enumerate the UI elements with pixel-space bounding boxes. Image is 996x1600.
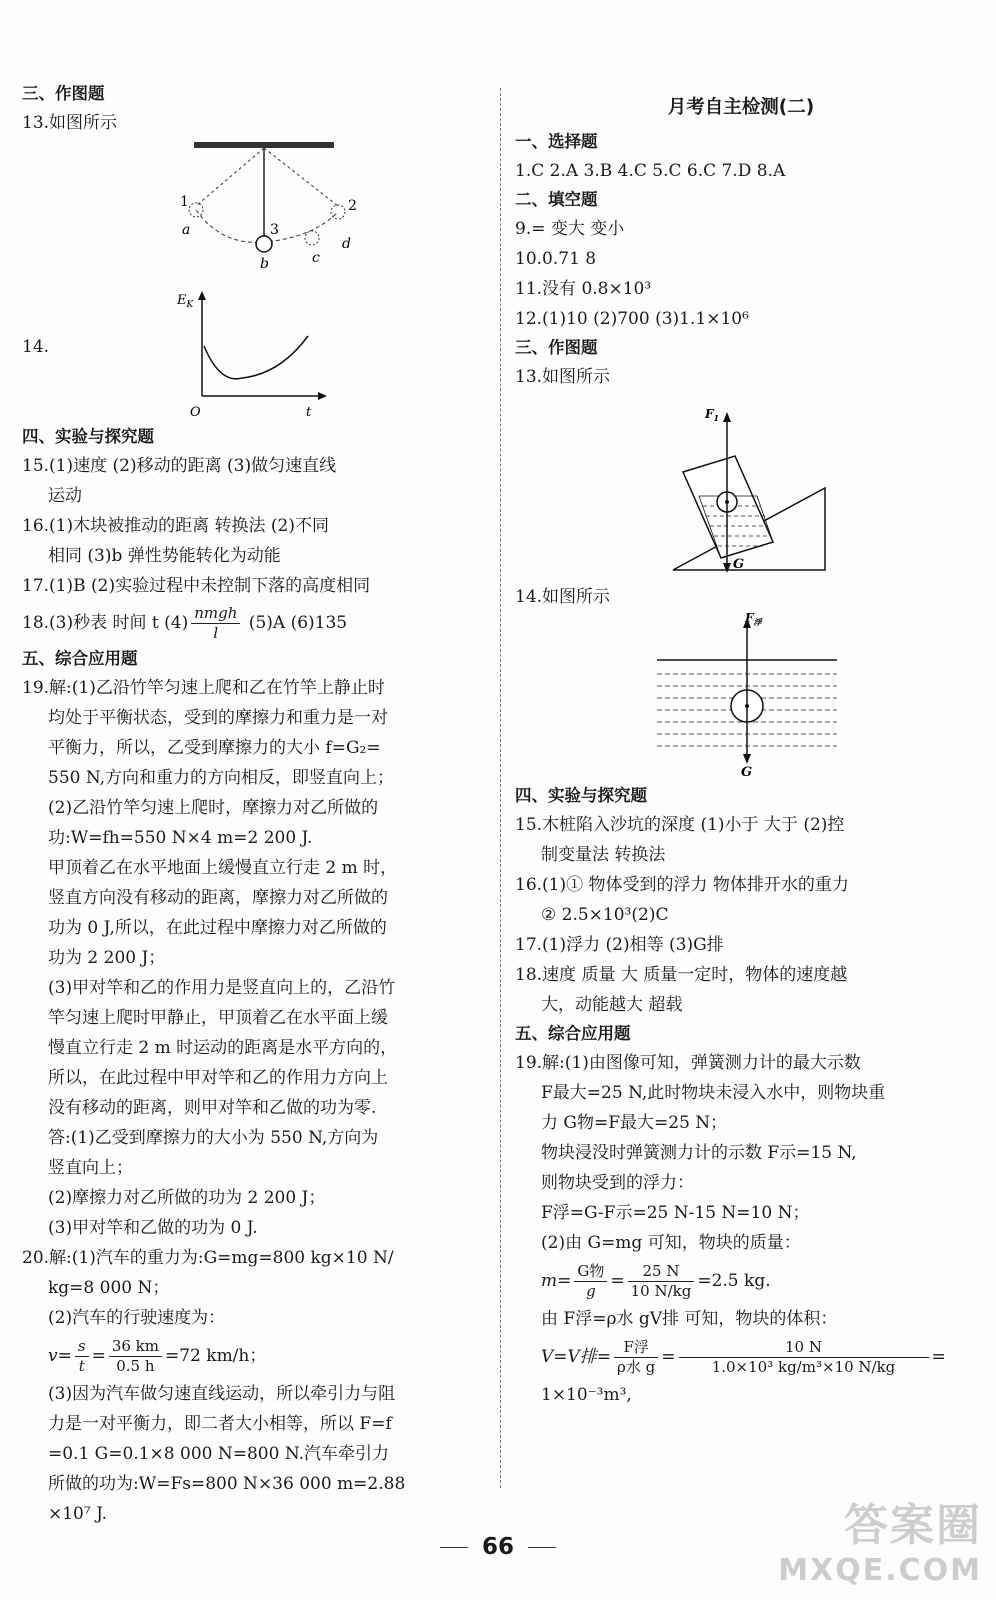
section-heading: 四、实验与探究题 — [22, 427, 154, 446]
q16-line: ② 2.5×10³(2)C — [541, 905, 669, 925]
g-label: G — [733, 557, 745, 572]
v-num-1: F浮 — [614, 1338, 658, 1358]
v-fraction-2 — [679, 1338, 929, 1377]
q19-line: 力 G物=F最大=25 N； — [541, 1113, 728, 1133]
right-column — [515, 80, 967, 1410]
v-num-2: 36 km — [109, 1337, 162, 1357]
incline-figure — [515, 392, 967, 582]
q19-line: 1×10⁻³m³, — [541, 1385, 632, 1405]
g-arrowhead — [723, 563, 731, 573]
v-den-2: 1.0×10³ kg/m³×10 N/kg — [711, 1358, 896, 1376]
q19-line: 慢直立行走 2 m 时运动的距离是水平方向的， — [48, 1038, 398, 1058]
page-title: 月考自主检测(二) — [667, 97, 815, 118]
label-a: a — [182, 222, 191, 238]
q20-velocity-line — [22, 1333, 484, 1379]
q19-line: 没有移动的距离，则甲对竿和乙做的功为零. — [48, 1098, 377, 1118]
ceiling-hatch — [194, 142, 334, 148]
q20-line: 所做的功为:W=Fs=800 N×36 000 m=2.88 — [48, 1474, 406, 1494]
section-heading: 三、作图题 — [22, 84, 105, 103]
ball-pos-3 — [256, 236, 272, 252]
q19-line: 功为 2 200 J； — [48, 948, 166, 968]
v-text: V=V排= — [541, 1347, 612, 1367]
m-den-1: g — [586, 1282, 596, 1300]
q19-line: (2)由 G=mg 可知，物块的质量： — [541, 1233, 801, 1253]
ek-curve — [204, 336, 308, 379]
volume-equation — [515, 1334, 967, 1380]
x-label: t — [306, 405, 312, 420]
buoyancy-figure — [515, 612, 967, 782]
pendulum-figure — [22, 138, 484, 288]
q19-line: 19.解:(1)乙沿竹竿匀速上爬和乙在竹竿上静止时 — [22, 678, 385, 698]
m-num-2: 25 N — [628, 1262, 695, 1282]
v-den-1: t — [78, 1357, 85, 1375]
q19-line: 550 N,方向和重力的方向相反，即竖直向上； — [48, 768, 395, 788]
q19-line: 均处于平衡状态，受到的摩擦力和重力是一对 — [48, 708, 388, 728]
dash-right — [528, 1547, 556, 1548]
label-2: 2 — [348, 198, 357, 214]
v-result: =72 km/h； — [164, 1346, 267, 1366]
section-heading: 一、选择题 — [515, 132, 598, 151]
section-heading: 四、实验与探究题 — [515, 786, 647, 805]
q12-line: 12.(1)10 (2)700 (3)1.1×10⁶ — [515, 309, 749, 329]
v-eq: = — [91, 1346, 106, 1366]
q18-numerator: nmgh — [191, 604, 240, 624]
q19-line: (2)摩擦力对乙所做的功为 2 200 J； — [48, 1188, 326, 1208]
q10-line: 10.0.71 8 — [515, 249, 597, 269]
m-result: =2.5 kg. — [697, 1271, 771, 1291]
v-fraction-1 — [614, 1338, 658, 1377]
q20-line: =0.1 G=0.1×8 000 N=800 N.汽车牵引力 — [48, 1444, 390, 1464]
q19-line: (3)甲对竿和乙做的功为 0 J. — [48, 1218, 258, 1238]
m-num-1: G物 — [574, 1262, 607, 1282]
q18-fraction — [191, 604, 240, 643]
q19-line: 19.解:(1)由图像可知，弹簧测力计的最大示数 — [515, 1053, 861, 1073]
m-den-2: 10 N/kg — [630, 1282, 692, 1300]
string-left — [196, 148, 264, 206]
v-eq-tail: = — [931, 1347, 946, 1367]
q19-line: 竖直向上； — [48, 1158, 133, 1178]
watermark — [778, 1489, 982, 1588]
question-14: 14. — [22, 337, 50, 357]
q15-line: 15.木桩陷入沙坑的深度 (1)小于 大于 (2)控 — [515, 815, 845, 835]
q19-line: 功为 0 J,所以，在此过程中摩擦力对乙所做的 — [48, 918, 387, 938]
q19-line: 甲顶着乙在水平地面上缓慢直立行走 2 m 时， — [48, 858, 398, 878]
f1-label: $F_1$ — [705, 407, 720, 423]
q13-line: 13.如图所示 — [515, 367, 611, 387]
left-column — [22, 80, 484, 1529]
q20-line: kg=8 000 N； — [48, 1278, 170, 1298]
v-num-1: s — [75, 1337, 89, 1357]
q19-line: 物块浸没时弹簧测力计的示数 F示=15 N, — [541, 1143, 857, 1163]
q15-line: 制变量法 转换法 — [541, 845, 666, 865]
label-3: 3 — [270, 222, 279, 238]
q19-line: (3)甲对竿和乙的作用力是竖直向上的，乙沿竹 — [48, 978, 396, 998]
v-fraction-2 — [109, 1337, 162, 1376]
dash-left — [440, 1547, 468, 1548]
q11-line: 11.没有 0.8×10³ — [515, 279, 652, 299]
ek-graph-block — [22, 288, 484, 423]
q19-line: (2)乙沿竹竿匀速上爬时，摩擦力对乙所做的 — [48, 798, 379, 818]
origin-label: O — [190, 405, 201, 420]
pendulum-svg — [172, 138, 472, 288]
q19-line: 功:W=fh=550 N×4 m=2 200 J. — [48, 828, 313, 848]
q15-line: 15.(1)速度 (2)移动的距离 (3)做匀速直线 — [22, 456, 337, 476]
q19-line: F最大=25 N,此时物块未浸入水中，则物块重 — [541, 1083, 886, 1103]
watermark-line-1: 答案圈 — [844, 1500, 982, 1551]
q9-line: 9.= 变大 变小 — [515, 219, 625, 239]
g-arrowhead — [743, 754, 751, 764]
q16-line: 16.(1)① 物体受到的浮力 物体排开水的重力 — [515, 875, 849, 895]
m-eq: = — [610, 1271, 625, 1291]
ek-graph — [172, 288, 372, 423]
column-divider — [500, 88, 501, 1488]
m-fraction-1 — [574, 1262, 607, 1301]
buoyant-label: $F_浮$ — [745, 612, 762, 627]
f1-arrowhead — [723, 412, 731, 422]
q18-line — [22, 601, 484, 645]
q16-line: 相同 (3)b 弹性势能转化为动能 — [48, 546, 281, 566]
question-13: 13.如图所示 — [22, 113, 118, 133]
q19-line: 则物块受到的浮力： — [541, 1173, 694, 1193]
q19-line: F浮=G-F示=25 N-15 N=10 N； — [541, 1203, 810, 1223]
q20-line: (2)汽车的行驶速度为： — [48, 1308, 226, 1328]
q18-text: 18.(3)秒表 时间 t (4) — [22, 613, 189, 633]
buoyancy-svg — [515, 612, 967, 782]
q14-line: 14.如图所示 — [515, 587, 611, 607]
q19-line: 所以，在此过程中甲对竿和乙的作用力方向上 — [48, 1068, 388, 1088]
v-den-2: 0.5 h — [116, 1357, 155, 1375]
ball-pos-c — [305, 231, 319, 245]
q20-line: 力是一对平衡力，即二者大小相等，所以 F=f — [48, 1414, 392, 1434]
x-arrow — [318, 392, 327, 400]
q18-denominator: l — [213, 624, 219, 642]
q20-line: ×10⁷ J. — [48, 1504, 107, 1524]
q18-text: (5)A (6)135 — [243, 613, 348, 633]
q19-line: 平衡力，所以，乙受到摩擦力的大小 f=G₂= — [48, 738, 381, 758]
q15-line: 运动 — [48, 486, 82, 506]
v-den-1: ρ水 g — [617, 1358, 656, 1376]
q19-line: 由 F浮=ρ水 gV排 可知，物块的体积： — [541, 1309, 838, 1329]
string-right — [264, 148, 338, 206]
section-heading: 三、作图题 — [515, 338, 598, 357]
q18-line: 大，动能越大 超载 — [541, 995, 683, 1015]
q17-line: 17.(1)B (2)实验过程中未控制下落的高度相同 — [22, 576, 371, 596]
section-heading: 五、综合应用题 — [22, 649, 138, 668]
v-text: v= — [48, 1346, 72, 1366]
page-number-text: 66 — [481, 1534, 514, 1560]
label-b: b — [260, 256, 269, 272]
q17-line: 17.(1)浮力 (2)相等 (3)G排 — [515, 935, 724, 955]
choice-answers: 1.C 2.A 3.B 4.C 5.C 6.C 7.D 8.A — [515, 161, 786, 181]
v-fraction-1 — [75, 1337, 89, 1376]
section-heading: 二、填空题 — [515, 190, 598, 209]
v-eq: = — [661, 1347, 676, 1367]
q16-line: 16.(1)木块被推动的距离 转换法 (2)不同 — [22, 516, 330, 536]
mass-equation — [515, 1258, 967, 1304]
y-label: $E_K$ — [177, 293, 194, 310]
label-d: d — [342, 236, 351, 252]
ball-pos-2 — [331, 205, 345, 219]
v-num-2: 10 N — [679, 1338, 929, 1358]
q19-line: 竖直方向没有移动的距离，摩擦力对乙所做的 — [48, 888, 388, 908]
label-1: 1 — [180, 194, 189, 210]
m-fraction-2 — [628, 1262, 695, 1301]
incline-svg — [515, 392, 967, 582]
q19-line: 竿匀速上爬时甲静止，甲顶着乙在水平面上缓 — [48, 1008, 388, 1028]
m-text: m= — [541, 1271, 572, 1291]
q20-line: (3)因为汽车做匀速直线运动，所以牵引力与阻 — [48, 1384, 396, 1404]
y-arrow — [198, 291, 206, 300]
q20-line: 20.解:(1)汽车的重力为:G=mg=800 kg×10 N/ — [22, 1248, 394, 1268]
watermark-line-2: MXQE.COM — [778, 1553, 982, 1588]
section-heading: 五、综合应用题 — [515, 1024, 631, 1043]
label-c: c — [312, 250, 320, 266]
q18-line: 18.速度 质量 大 质量一定时，物体的速度越 — [515, 965, 848, 985]
g-label: G — [741, 765, 753, 780]
q19-line: 答:(1)乙受到摩擦力的大小为 550 N,方向为 — [48, 1128, 379, 1148]
